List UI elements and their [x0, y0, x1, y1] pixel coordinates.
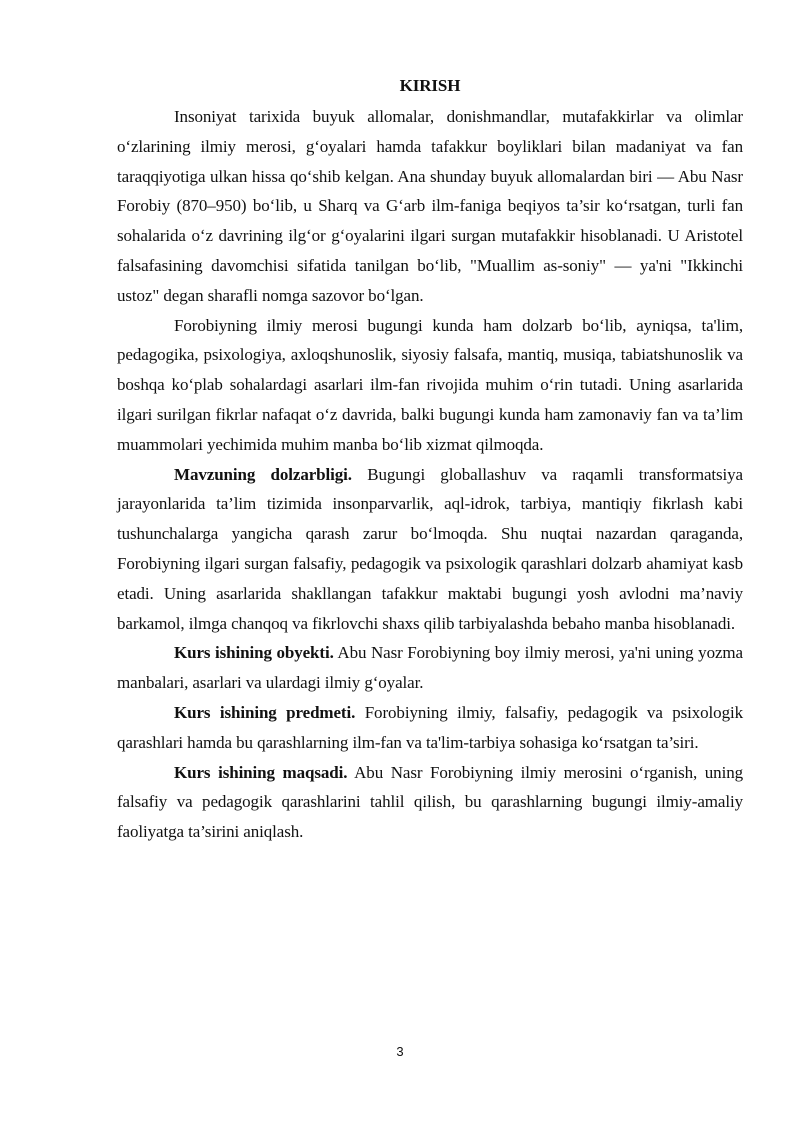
paragraph-lead: Kurs ishining maqsadi. — [174, 762, 348, 782]
paragraph-text: Forobiyning ilmiy merosi bugungi kunda ham dolzarb bo‘lib, ayniqsa, ta'lim, pedagogika, psixologiya, axloqshunoslik, siyosiy falsafa, mantiq, musiqa, tabiatshunoslik va boshqa ko‘plab sohalardagi asarlari ilm-fan rivojida muhim o‘rin tutadi. Uning asarlarida ilgari surilgan fikrlar nafaqat o‘z davrida, balki bugungi kunda ham zamonaviy fan va ta’lim muammolari yechimida muhim manba bo‘lib xizmat qilmoqda. — [117, 315, 743, 454]
paragraph-lead: Kurs ishining predmeti. — [174, 702, 356, 722]
paragraph-text: Abu Nasr Forobiyning boy ilmiy merosi, ya'ni uning yozma manbalari, asarlari va ulardagi ilmiy g‘oyalar. — [117, 643, 743, 693]
page-content — [117, 74, 743, 847]
paragraph-text: Forobiyning ilmiy, falsafiy, pedagogik va psixologik qarashlari hamda bu qarashlarning ilm-fan va ta'lim-tarbiya sohasiga ko‘rsatgan ta’siri. — [117, 702, 743, 752]
section-title: KIRISH — [399, 76, 461, 95]
object-paragraph — [117, 638, 743, 698]
page-number: 3 — [396, 1044, 404, 1059]
intro-paragraph — [117, 102, 743, 311]
paragraph-text: Bugungi globallashuv va raqamli transformatsiya jarayonlarida ta’lim tizimida insonparvarlik, aql-idrok, tarbiya, mantiqiy fikrlash kabi tushunchalarga yangicha qarash zarur bo‘lmoqda. Shu nuqtai nazardan qaraganda, Forobiyning ilgari surgan falsafiy, pedagogik va psixologik qarashlari dolzarb ahamiyat kasb etadi. Uning asarlarida shakllangan tafakkur maktabi bugungi yosh avlodni ma’naviy barkamol, ilmga chanqoq va fikrlovchi shaxs qilib tarbiyalashda bebaho manba hisoblanadi. — [117, 464, 743, 633]
relevance-paragraph — [117, 460, 743, 639]
paragraph-text: Abu Nasr Forobiyning ilmiy merosini o‘rganish, uning falsafiy va pedagogik qarashlarini tahlil qilish, bu qarashlarning bugungi ilmiy-amaliy faoliyatga ta’sirini aniqlash. — [117, 762, 743, 842]
paragraph-text: Insoniyat tarixida buyuk allomalar, donishmandlar, mutafakkirlar va olimlar o‘zlarining ilmiy merosi, g‘oyalari hamda tafakkur boyliklari bilan madaniyat va fan taraqqiyotiga ulkan hissa qo‘shib kelgan. Ana shunday buyuk allomalardan biri — Abu Nasr Forobiy (870–950) bo‘lib, u Sharq va G‘arb ilm-faniga beqiyos ta’sir ko‘rsatgan, turli fan sohalarida o‘z davrining ilg‘or g‘oyalarini ilgari surgan mutafakkir hisoblanadi. U Aristotel falsafasining davomchisi sifatida tanilgan bo‘lib, "Muallim as-soniy" — ya'ni "Ikkinchi ustoz" degan sharafli nomga sazovor bo‘lgan. — [117, 107, 743, 305]
heritage-paragraph — [117, 311, 743, 460]
subject-paragraph — [117, 698, 743, 758]
paragraph-lead: Kurs ishining obyekti. — [174, 643, 334, 663]
goal-paragraph — [117, 758, 743, 847]
paragraph-lead: Mavzuning dolzarbligi. — [174, 464, 352, 484]
